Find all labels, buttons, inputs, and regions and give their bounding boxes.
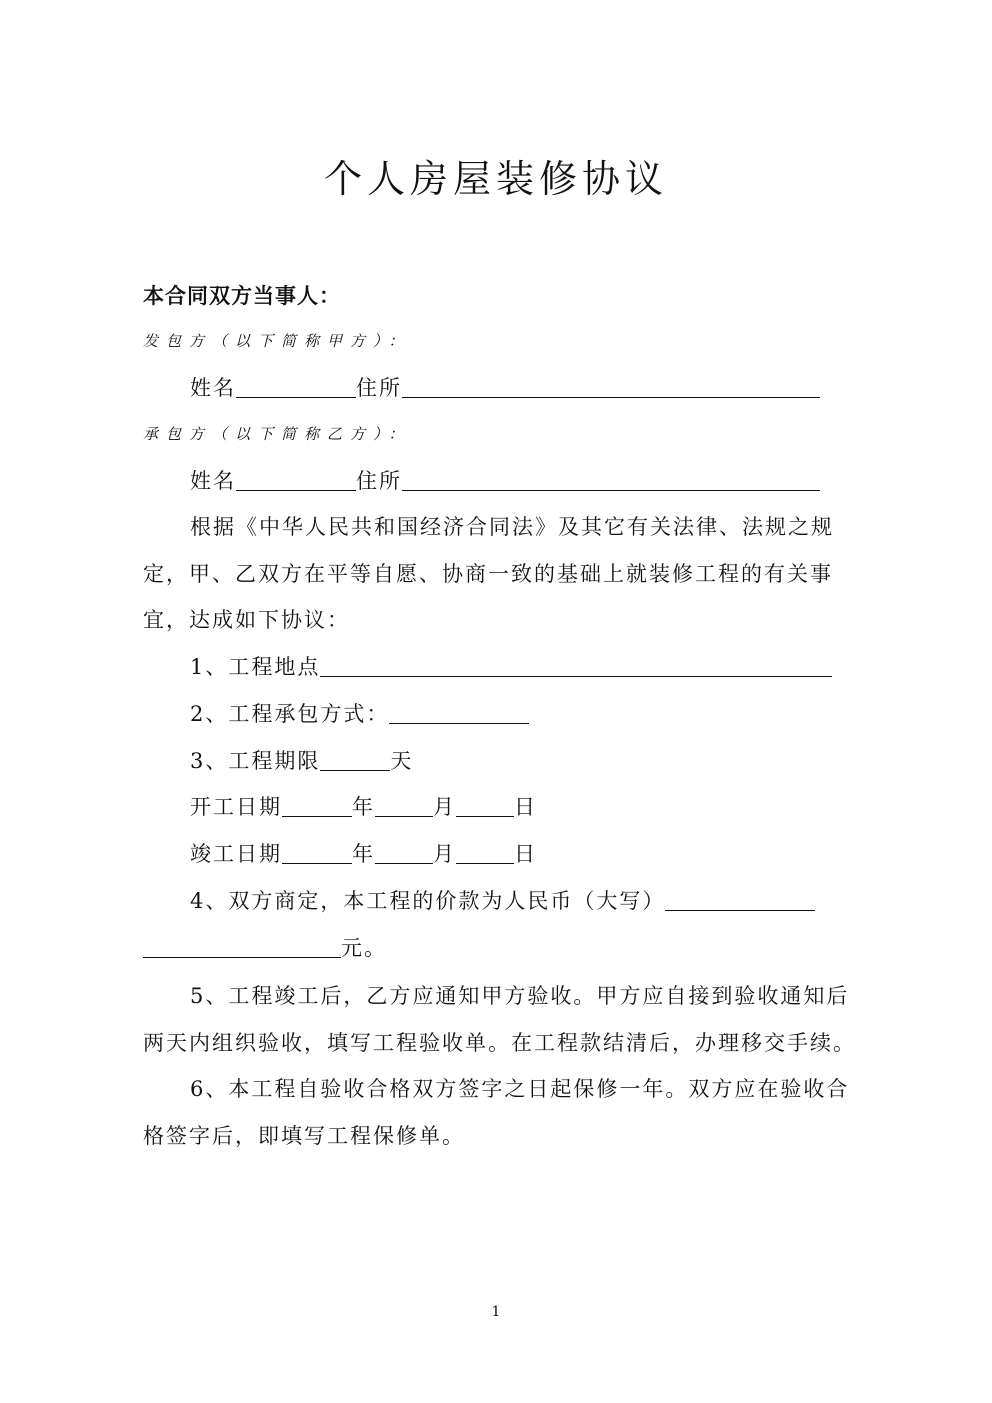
end-year-blank[interactable] <box>282 841 352 864</box>
intro-line-3: 宜，达成如下协议： <box>143 608 350 632</box>
start-month-blank[interactable] <box>375 794 433 817</box>
intro-line-1: 根据《中华人民共和国经济合同法》及其它有关法律、法规之规 <box>190 515 834 539</box>
clause-4-continued <box>143 932 387 962</box>
party-b-label: 承包方（以下简称乙方）： <box>143 425 412 443</box>
contract-method-blank[interactable] <box>389 701 529 724</box>
party-b-address-blank[interactable] <box>402 468 820 491</box>
end-month-label: 月 <box>433 842 456 866</box>
start-month-label: 月 <box>433 795 456 819</box>
clause-4-label: 4、双方商定，本工程的价款为人民币（大写） <box>190 889 666 913</box>
start-day-blank[interactable] <box>456 794 514 817</box>
end-date-row <box>190 838 537 868</box>
end-day-blank[interactable] <box>456 841 514 864</box>
clause-2 <box>190 698 529 728</box>
page-number: 1 <box>491 1304 501 1320</box>
party-b-address-label: 住所 <box>356 469 402 493</box>
end-day-label: 日 <box>514 842 537 866</box>
party-a-address-blank[interactable] <box>402 375 820 398</box>
clause-1-label: 1、工程地点 <box>190 655 321 679</box>
end-month-blank[interactable] <box>375 841 433 864</box>
clause-6-line-2: 格签字后，即填写工程保修单。 <box>143 1124 465 1148</box>
start-year-blank[interactable] <box>282 794 352 817</box>
end-year-label: 年 <box>352 842 375 866</box>
intro-line-2: 定，甲、乙双方在平等自愿、协商一致的基础上就装修工程的有关事 <box>143 562 833 586</box>
start-year-label: 年 <box>352 795 375 819</box>
clause-5-line-2: 两天内组织验收，填写工程验收单。在工程款结清后，办理移交手续。 <box>143 1031 856 1055</box>
document-title: 个人房屋装修协议 <box>323 157 668 201</box>
start-date-label: 开工日期 <box>190 795 282 819</box>
duration-days-blank[interactable] <box>320 748 390 771</box>
clause-1 <box>190 651 832 681</box>
end-date-label: 竣工日期 <box>190 842 282 866</box>
clause-3 <box>190 745 413 775</box>
parties-heading: 本合同双方当事人： <box>143 284 341 308</box>
start-day-label: 日 <box>514 795 537 819</box>
project-location-blank[interactable] <box>320 654 832 677</box>
clause-6-line-1: 6、本工程自验收合格双方签字之日起保修一年。双方应在验收合 <box>190 1077 850 1101</box>
party-b-name-blank[interactable] <box>236 468 356 491</box>
price-amount-blank[interactable] <box>665 888 815 911</box>
clause-5-line-1: 5、工程竣工后，乙方应通知甲方验收。甲方应自接到验收通知后 <box>190 984 850 1008</box>
clause-3-unit: 天 <box>390 749 414 773</box>
party-b-name-label: 姓名 <box>190 469 236 493</box>
party-a-name-label: 姓名 <box>190 376 236 400</box>
party-a-address-label: 住所 <box>356 376 402 400</box>
clause-4 <box>190 885 815 915</box>
clause-2-label: 2、工程承包方式： <box>190 702 390 726</box>
party-b-row <box>190 465 820 495</box>
clause-3-label: 3、工程期限 <box>190 749 321 773</box>
start-date-row <box>190 791 537 821</box>
clause-4-unit: 元。 <box>341 936 387 960</box>
price-amount-blank-continued[interactable] <box>143 935 341 958</box>
party-a-label: 发包方（以下简称甲方）： <box>143 332 412 350</box>
party-a-name-blank[interactable] <box>236 375 356 398</box>
party-a-row <box>190 372 820 402</box>
